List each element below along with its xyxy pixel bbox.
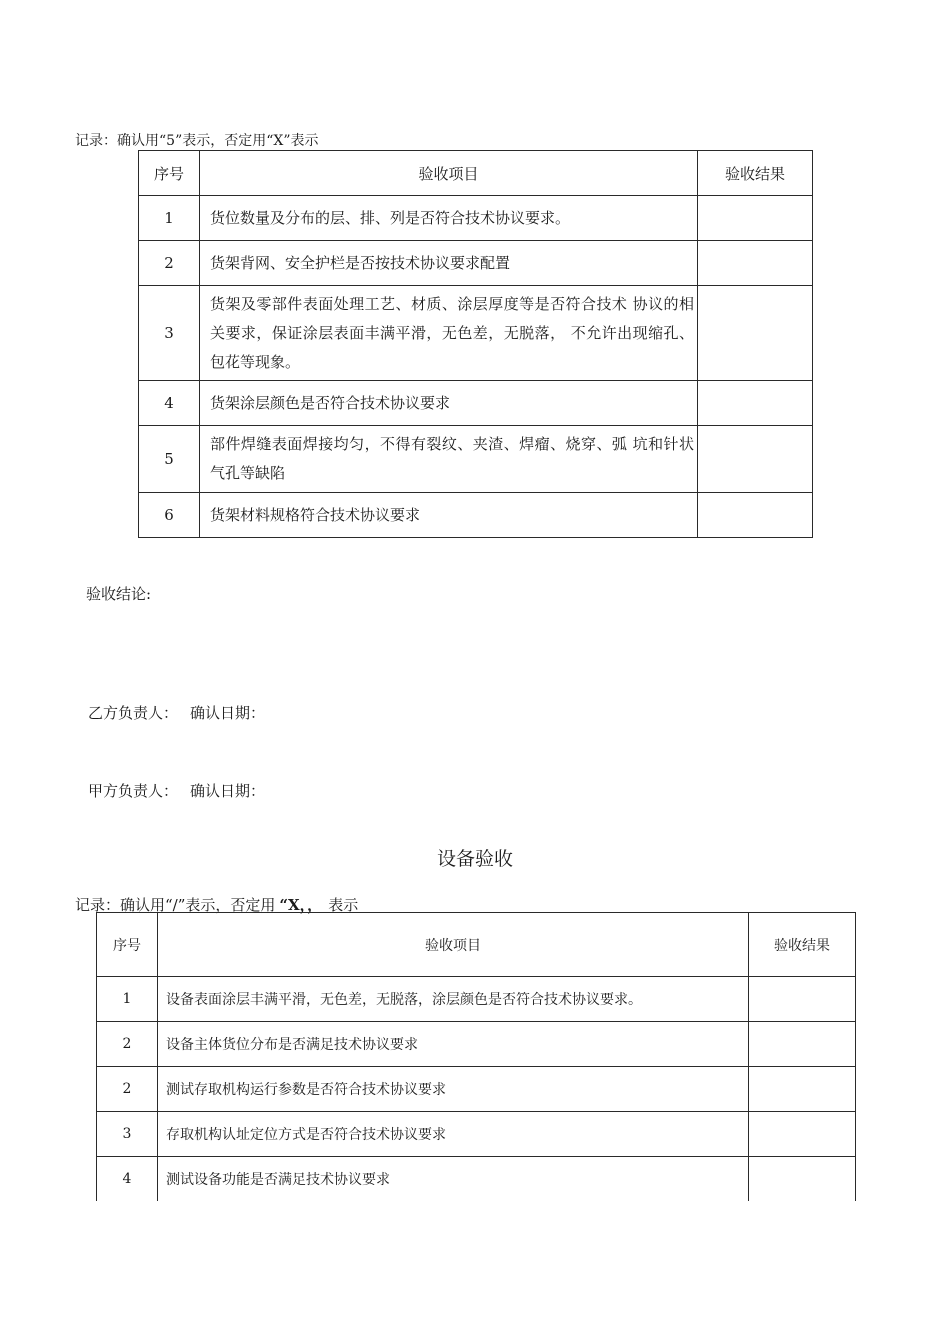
shelf-acceptance-table: [138, 150, 813, 538]
row-result-cell[interactable]: [749, 1157, 856, 1201]
table-header-row: [139, 151, 813, 196]
row-result-cell[interactable]: [749, 1067, 856, 1112]
row-result-cell[interactable]: [698, 381, 813, 426]
table-row: [139, 493, 813, 538]
table-row: [97, 977, 856, 1022]
table-row: [97, 1157, 856, 1201]
row-result-cell[interactable]: [749, 1112, 856, 1157]
table-header-row: [97, 913, 856, 977]
row-item: 货架背网、安全护栏是否按技术协议要求配置: [200, 241, 698, 286]
row-result-cell[interactable]: [698, 426, 813, 493]
equipment-acceptance-table: [96, 912, 856, 1201]
row-no: 2: [97, 1022, 158, 1067]
row-item: 存取机构认址定位方式是否符合技术协议要求: [158, 1112, 749, 1157]
row-item: 设备表面涂层丰满平滑，无色差，无脱落，涂层颜色是否符合技术协议要求。: [158, 977, 749, 1022]
header-item: 验收项目: [200, 151, 698, 196]
row-no: 1: [139, 196, 200, 241]
table-row: [97, 1022, 856, 1067]
row-no: 6: [139, 493, 200, 538]
table-row: [97, 1112, 856, 1157]
party-b-date-label: 确认日期：: [190, 704, 266, 722]
table-row: [139, 381, 813, 426]
table-row: [139, 196, 813, 241]
row-no: 5: [139, 426, 200, 493]
row-no: 2: [139, 241, 200, 286]
header-result: 验收结果: [698, 151, 813, 196]
record-note: 记录：确认用“5”表示，否定用“X”表示: [75, 133, 319, 149]
table-row: [139, 426, 813, 493]
row-result-cell[interactable]: [749, 977, 856, 1022]
row-no: 4: [97, 1157, 158, 1201]
row-item: 设备主体货位分布是否满足技术协议要求: [158, 1022, 749, 1067]
record-note-2-prefix: 记录：确认用“/”表示，否定用: [75, 896, 276, 914]
party-a-signature-label: 甲方负责人：: [88, 782, 179, 800]
header-no: 序号: [97, 913, 158, 977]
row-item: 货架及零部件表面处理工艺、材质、涂层厚度等是否符合技术 协议的相关要求，保证涂层表面丰满平滑，无色差，无脱落， 不允许出现缩孔、包花等现象。: [200, 286, 698, 381]
row-item: 测试存取机构运行参数是否符合技术协议要求: [158, 1067, 749, 1112]
row-no: 4: [139, 381, 200, 426]
row-no: 3: [139, 286, 200, 381]
row-no: 2: [97, 1067, 158, 1112]
conclusion-label: 验收结论:: [86, 585, 152, 603]
row-item: 测试设备功能是否满足技术协议要求: [158, 1157, 749, 1201]
party-a-date-label: 确认日期：: [190, 782, 266, 800]
row-result-cell[interactable]: [749, 1022, 856, 1067]
row-result-cell[interactable]: [698, 286, 813, 381]
row-item: 货架涂层颜色是否符合技术协议要求: [200, 381, 698, 426]
party-b-signature-label: 乙方负责人：: [88, 704, 179, 722]
record-note-2-bold: “X，，: [279, 896, 323, 914]
table-row: [139, 286, 813, 381]
row-item: 部件焊缝表面焊接均匀，不得有裂纹、夹渣、焊瘤、烧穿、弧 坑和针状气孔等缺陷: [200, 426, 698, 493]
row-result-cell[interactable]: [698, 241, 813, 286]
row-item: 货位数量及分布的层、排、列是否符合技术协议要求。: [200, 196, 698, 241]
header-no: 序号: [139, 151, 200, 196]
table-row: [139, 241, 813, 286]
record-note-2-suffix: 表示: [328, 896, 359, 914]
row-item: 货架材料规格符合技术协议要求: [200, 493, 698, 538]
section-title-equipment-acceptance: 设备验收: [436, 848, 513, 870]
row-no: 3: [97, 1112, 158, 1157]
table-row: [97, 1067, 856, 1112]
row-no: 1: [97, 977, 158, 1022]
header-result: 验收结果: [749, 913, 856, 977]
row-result-cell[interactable]: [698, 196, 813, 241]
row-result-cell[interactable]: [698, 493, 813, 538]
header-item: 验收项目: [158, 913, 749, 977]
